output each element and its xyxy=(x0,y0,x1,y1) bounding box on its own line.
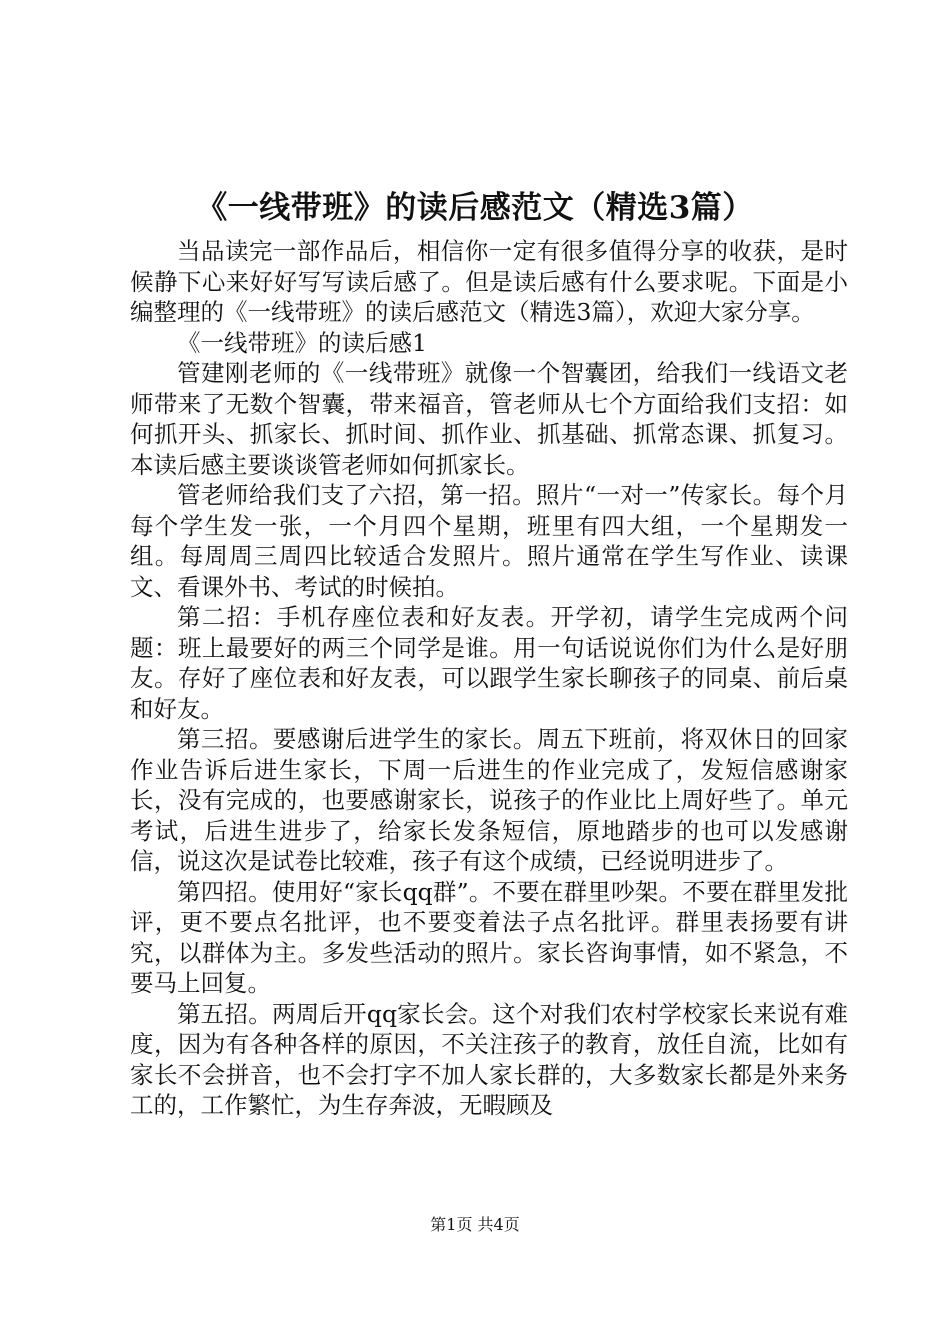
paragraph: 管建刚老师的《一线带班》就像一个智囊团，给我们一线语文老师带来了无数个智囊，带来福音，管老师从七个方面给我们支招：如何抓开头、抓家长、抓时间、抓作业、抓基础、抓常态课、抓复习。本读后感主要谈谈管老师如何抓家长。 xyxy=(130,359,848,479)
document-title: 《一线带班》的读后感范文（精选3篇） xyxy=(196,190,754,226)
section-heading: 《一线带班》的读后感1 xyxy=(177,328,427,357)
paragraph: 第二招：手机存座位表和好友表。开学初，请学生完成两个问题：班上最要好的两三个同学是谁。用一句话说说你们为什么是好朋友。存好了座位表和好友表，可以跟学生家长聊孩子的同桌、前后桌和好友。 xyxy=(130,603,848,723)
paragraph-intro: 当品读完一部作品后，相信你一定有很多值得分享的收获，是时候静下心来好好写写读后感了。但是读后感有什么要求呢。下面是小编整理的《一线带班》的读后感范文（精选3篇），欢迎大家分享。 xyxy=(130,237,848,326)
paragraph: 第四招。使用好“家长qq群”。不要在群里吵架。不要在群里发批评，更不要点名批评，也不要变着法子点名批评。群里表扬要有讲究，以群体为主。多发些活动的照片。家长咨询事情，如不紧急，不要马上回复。 xyxy=(130,877,848,997)
document-body xyxy=(130,236,848,1121)
paragraph: 管老师给我们支了六招，第一招。照片“一对一”传家长。每个月每个学生发一张，一个月四个星期，班里有四大组，一个星期发一组。每周周三周四比较适合发照片。照片通常在学生写作业、读课文、看课外书、考试的时候拍。 xyxy=(130,481,848,601)
paragraph: 第五招。两周后开qq家长会。这个对我们农村学校家长来说有难度，因为有各种各样的原因，不关注孩子的教育，放任自流，比如有家长不会拼音，也不会打字不加人家长群的，大多数家长都是外来务工的，工作繁忙，为生存奔波，无暇顾及 xyxy=(130,999,848,1119)
page-number-footer: 第1页 共4页 xyxy=(430,1215,520,1234)
paragraph: 第三招。要感谢后进学生的家长。周五下班前，将双休日的回家作业告诉后进生家长，下周一后进生的作业完成了，发短信感谢家长，没有完成的，也要感谢家长，说孩子的作业比上周好些了。单元考试，后进生进步了，给家长发条短信，原地踏步的也可以发感谢信，说这次是试卷比较难，孩子有这个成绩，已经说明进步了。 xyxy=(130,725,848,875)
